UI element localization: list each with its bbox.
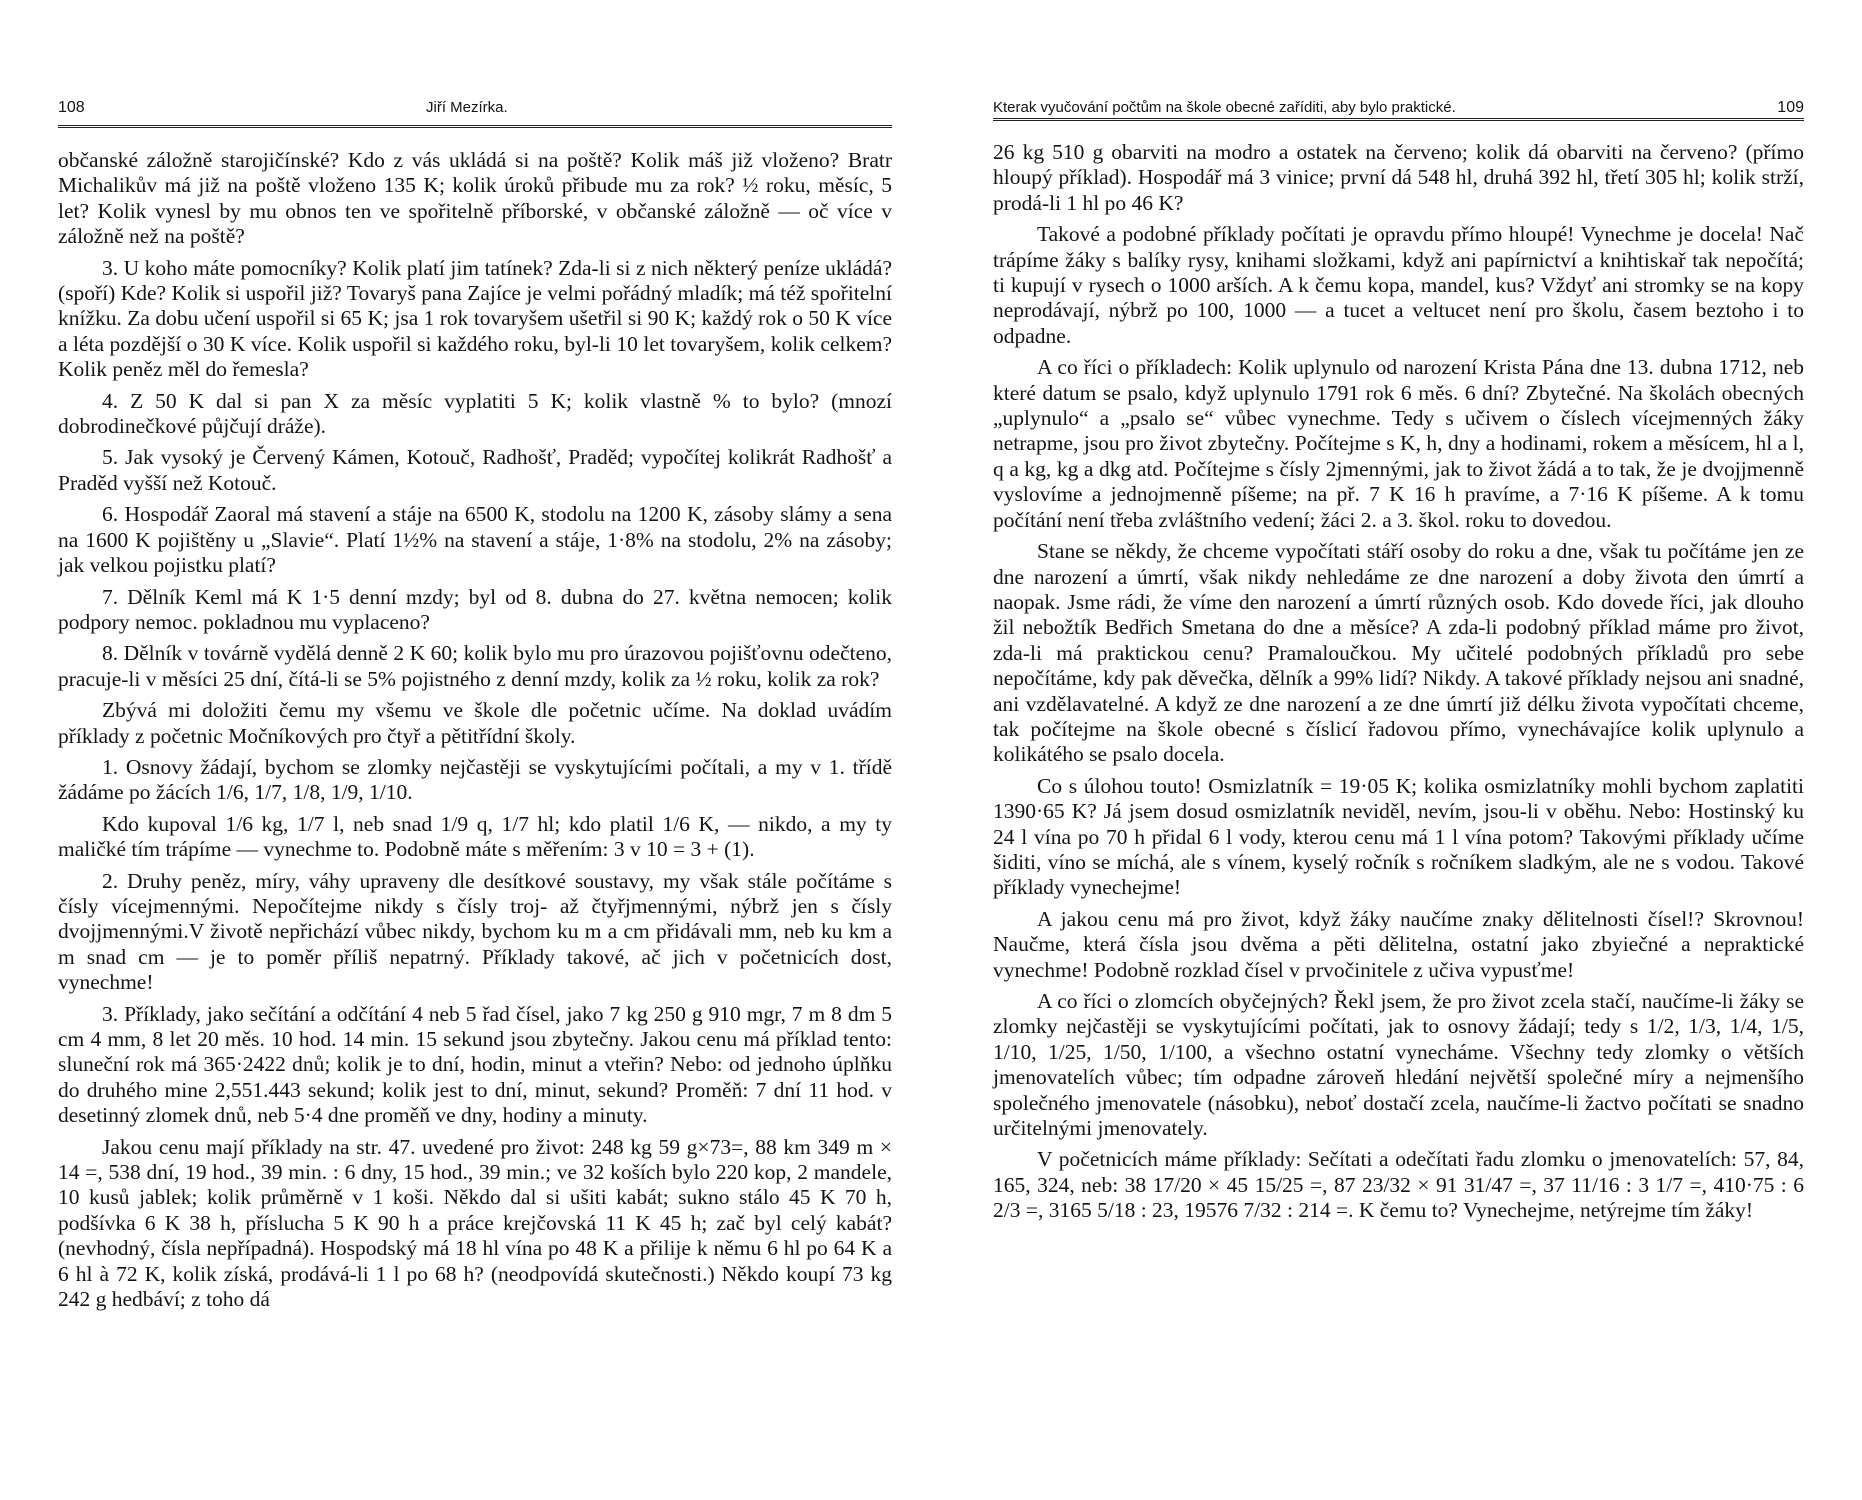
left-page (58, 0, 892, 1500)
paragraph: 26 kg 510 g obarviti na modro a ostatek na červeno; kolik dá obarviti na červeno? (přímo hloupý příklad). Hospodář má 3 vinice; první dá 548 hl, druhá 392 hl, třetí 305 hl; kolik strží, prodá-li 1 hl po 46 K? (993, 140, 1804, 215)
paragraph: 6. Hospodář Zaoral má stavení a stáje na 6500 K, stodolu na 1200 K, zásoby slámy a sena na 1600 K pojištěny u „Slavie“. Platí 1½% na stavení a stáje, 1·8% na stodolu, 2% na zásoby; jak velkou pojistku platí? (58, 502, 892, 578)
paragraph: Jakou cenu mají příklady na str. 47. uvedené pro život: 248 kg 59 g×73=, 88 km 349 m × 14 =, 538 dní, 19 hod., 39 min. : 6 dny, 15 hod., 39 min.; ve 32 koších bylo 220 kop, 2 mandele, 10 kusů jablek; kolik průměrně v 1 koši. Někdo dal si ušiti kabát; sukno stálo 45 K 70 h, podšívka 6 K 38 h, příslucha 5 K 90 h a práce krejčovská 11 K 45 h; zač byl celý kabát? (nevhodný, čísla nepřípadná). Hospodský má 18 hl vína po 48 K a přilije k němu 6 hl po 64 K a 6 hl à 72 K, kolik získá, prodává-li 1 l po 68 h? (neodpovídá skutečnosti.) Někdo koupí 73 kg 242 g hedbáví; z toho dá (58, 1134, 892, 1312)
paragraph: A jakou cenu má pro život, když žáky naučíme znaky dělitelnosti čísel!? Skrovnou! Naučme, která čísla jsou dvěma a pěti dělitelna, ostatní jako zbyiečné a nepraktické vynechme! Podobně rozklad čísel v prvočinitele z učiva vypusťme! (993, 906, 1804, 982)
left-page-number: 108 (58, 99, 85, 116)
paragraph: 1. Osnovy žádají, bychom se zlomky nejčastěji se vyskytujícími počítali, a my v 1. třídě žádáme po žácích 1/6, 1/7, 1/8, 1/9, 1/10. (58, 754, 892, 805)
paragraph: Co s úlohou touto! Osmizlatník = 19·05 K; kolika osmizlatníky mohli bychom zaplatiti 1390·65 K? Já jsem dosud osmizlatník neviděl, nevím, jsou-li v oběhu. Nebo: Hostinský ku 24 l vína po 70 h přidal 6 l vody, kterou cenu má 1 l vína potom? Takovými příklady učíme šiditi, víno se míchá, ale s vínem, kyselý ročník s ročníkem sladkým, ale ne s vodou. Takové příklady vynechejme! (993, 773, 1804, 900)
paragraph: 3. U koho máte pomocníky? Kolik platí jim tatínek? Zda-li si z nich některý peníze ukládá? (spoří) Kde? Kolik si uspořil již? Tovaryš pana Zajíce je velmi pořádný mladík; má též spořitelní knížku. Za dobu učení uspořil si 65 K; jsa 1 rok tovaryšem ušetřil si 90 K; každý rok o 50 K více a léta pozdější o 30 K více. Kolik uspořil si každého roku, byl-li 10 let tovaryšem, kolik celkem? Kolik peněz měl do řemesla? (58, 255, 892, 382)
paragraph: Takové a podobné příklady počítati je opravdu přímo hloupé! Vynechme je docela! Nač trápíme žáky s balíky rysy, knihami složkami, když ani papírnictví a knihtiskař tak nepočítá; ti kupují v rysech o 1000 arších. A k čemu kopa, mandel, kus? Vždyť ani stromky se na kopy neprodávají, nýbrž po 100, 1000 — a tucet a veltucet není pro školu, časem beztoho i to odpadne. (993, 222, 1804, 348)
paragraph: 8. Dělník v továrně vydělá denně 2 K 60; kolik bylo mu pro úrazovou pojišťovnu odečteno, pracuje-li v měsíci 25 dní, čítá-li se 5% pojistného z denní mzdy, kolik za ½ roku, kolik za rok? (58, 641, 892, 691)
left-page-body (58, 148, 892, 1318)
right-page (993, 0, 1804, 1500)
left-header-rule (58, 125, 892, 128)
paragraph: A co říci o zlomcích obyčejných? Řekl jsem, že pro život zcela stačí, naučíme-li žáky se zlomky nejčastěji se vyskytujícími počítati, jak to osnovy žádají; tedy s 1/2, 1/3, 1/4, 1/5, 1/10, 1/25, 1/50, 1/100, a všechno ostatní vynecháme. Všechny tedy zlomky o větších jmenovatelích vůbec; tím odpadne zároveň hledání největší společné míry a nejmenšího společného jmenovatele (násobku), neboť dostačí zcela, naučíme-li žactvo počítati se snadno určitelnými jmenovately. (993, 989, 1804, 1141)
paragraph: A co říci o příkladech: Kolik uplynulo od narození Krista Pána dne 13. dubna 1712, neb které datum se psalo, když uplynulo 1791 rok 6 měs. 6 dní? Zbytečné. Na školách obecných „uplynulo“ a „psalo se“ vůbec vynechme. Tedy s učivem o číslech vícejmenných žáky netrapme, jsou pro život zbytečny. Počítejme s K, h, dny a hodinami, rokem a měsícem, hl a l, q a kg, kg a dkg atd. Počítejme s čísly 2jmennými, jak to život žádá a to tak, že je dvojjmenně vyslovíme a jednojmenně píšeme; na př. 7 K 16 h pravíme, a 7·16 K píšeme. A k tomu počítání není třeba zvláštního vedení; žáci 2. a 3. škol. roku to dovedou. (993, 355, 1804, 532)
right-page-body (993, 140, 1804, 1230)
left-running-head: Jiří Mezírka. (426, 99, 508, 116)
right-page-number: 109 (1777, 99, 1804, 116)
paragraph: Stane se někdy, že chceme vypočítati stáří osoby do roku a dne, však tu počítáme jen ze dne narození a úmrtí, však nikdy nehledáme ze dne narození a doby života den úmrtí a naopak. Jsme rádi, že víme den narození a úmrtí různých osob. Kdo dovede říci, jak dlouho žil nebožtík Bedřich Smetana do dne a měsíce? A zda-li podobný příklad máme pro život, zda-li má praktickou cenu? Pramaloučkou. My učitelé podobných příkladů pro sebe nepočítáme, kdy pak děvečka, dělník a 99% lidí? Nikdy. A takové příklady nejsou ani snadné, ani vzdělavatelné. A když ze dne narození a ze dne úmrtí již délku života vypočítati chceme, tak počítejme na škole obecné s číslicí řadovou přímo, vynechávajíce kolik uplynulo a kolikátého se psalo docela. (993, 539, 1804, 767)
right-running-head: Kterak vyučování počtům na škole obecné zaříditi, aby bylo praktické. (993, 99, 1456, 116)
paragraph: 3. Příklady, jako sečítání a odčítání 4 neb 5 řad čísel, jako 7 kg 250 g 910 mgr, 7 m 8 dm 5 cm 4 mm, 8 let 20 měs. 10 hod. 14 min. 15 sekund jsou zbytečny. Jakou cenu má příklad tento: sluneční rok má 365·2422 dnů; kolik je to dní, hodin, minut a vteřin? Nebo: od jednoho úplňku do druhého mine 2,551.443 sekund; kolik jest to dní, minut, sekund? Proměň: 7 dní 11 hod. v desetinný zlomek dnů, neb 5·4 dne proměň ve dny, hodiny a minuty. (58, 1001, 892, 1128)
paragraph: 5. Jak vysoký je Červený Kámen, Kotouč, Radhošť, Praděd; vypočítej kolikrát Radhošť a Praděd vyšší než Kotouč. (58, 445, 892, 495)
paragraph: Kdo kupoval 1/6 kg, 1/7 l, neb snad 1/9 q, 1/7 hl; kdo platil 1/6 K, — nikdo, a my ty maličké tím trápíme — vynechme to. Podobně máte s měřením: 3 v 10 = 3 + (1). (58, 811, 892, 862)
paragraph: 4. Z 50 K dal si pan X za měsíc vyplatiti 5 K; kolik vlastně % to bylo? (mnozí dobrodinečkové půjčují dráže). (58, 388, 892, 439)
paragraph: občanské záložně starojičínské? Kdo z vás ukládá si na poště? Kolik máš již vloženo? Bratr Michalikův má již na poště vloženo 135 K; kolik úroků přibude mu za rok? ½ roku, měsíc, 5 let? Kolik vynesl by mu obnos ten ve spořitelně příborské, v občanské záložně — oč více v záložně než na poště? (58, 148, 892, 249)
paragraph: V početnicích máme příklady: Sečítati a odečítati řadu zlomku o jmenovatelích: 57, 84, 165, 324, neb: 38 17/20 × 45 15/25 =, 87 23/32 × 91 31/47 =, 37 11/16 : 3 1/7 =, 410·75 : 6 2/3 =, 3165 5/18 : 23, 19576 7/32 : 214 =. K čemu to? Vynechejme, netýrejme tím žáky! (993, 1147, 1804, 1223)
right-header-rule (993, 118, 1804, 121)
paragraph: 7. Dělník Keml má K 1·5 denní mzdy; byl od 8. dubna do 27. května nemocen; kolik podpory nemoc. pokladnou mu vyplaceno? (58, 584, 892, 634)
paragraph: Zbývá mi doložiti čemu my všemu ve škole dle početnic učíme. Na doklad uvádím příklady z početnic Močníkových pro čtyř a pětitřídní školy. (58, 698, 892, 748)
left-page-header (58, 95, 892, 123)
paragraph: 2. Druhy peněz, míry, váhy upraveny dle desítkové soustavy, my však stále počítáme s čísly vícejmennými. Nepočítejme nikdy s čísly troj- až čtyřjmennými, nýbrž jen s čísly dvojjmennými.V životě nepřichází vůbec nikdy, bychom ku m a cm přidávali mm, neb ku km a m snad cm — je to poměr příliš nepatrný. Příklady takové, ač jich v početnicích dost, vynechme! (58, 868, 892, 995)
